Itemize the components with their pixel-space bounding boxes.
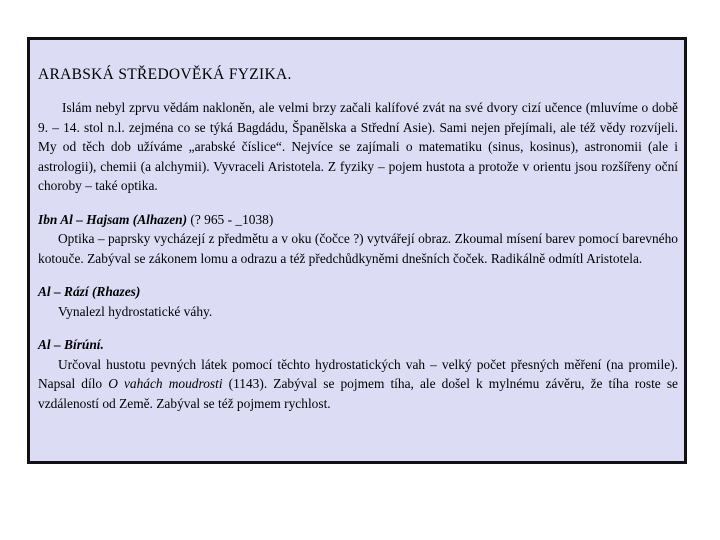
person-name: Al – Rází (Rhazes) <box>38 284 141 299</box>
person-name: Al – Bírúní. <box>38 337 104 352</box>
slide-title: ARABSKÁ STŘEDOVĚKÁ FYZIKA. <box>38 66 292 83</box>
person-dates: (? 965 - _1038) <box>187 211 274 227</box>
section-text: Vynalezl hydrostatické váhy. <box>58 303 213 319</box>
intro-paragraph: Islám nebyl zprvu vědám nakloněn, ale velmi brzy začali kalífové zvát na své dvory cizí učence (mluvíme o době 9. – 14. stol n.l. zejména co se týká Bagdádu, Španělska a Střední Asie). Sami nejen přejímali, ale též vědy rozvíjeli. My od těch dob užíváme „arabské číslice“. Nejvíce se zajímali o matematiku (sinus, kosinus), astronomii (ale i astrologii), chemii (a alchymii). Vyvraceli Aristotela. Z fyziky – pojem hustota a protože v orientu jsou rozšířeny oční choroby – také optika. <box>38 100 678 193</box>
work-title: O vahách moudrosti <box>108 376 223 391</box>
section-biruni <box>38 335 678 413</box>
section-heading <box>38 335 678 355</box>
section-rhazes <box>38 282 678 321</box>
section-alhazen <box>38 210 678 269</box>
section-heading <box>38 282 678 302</box>
section-heading <box>38 210 678 230</box>
slide-content <box>38 66 678 413</box>
text-before-work: Určoval hustotu pevných látek pomocí těchto hydrostatických vah – velký počet přesných měření (na promile). Napsal dílo <box>38 356 678 391</box>
slide-frame <box>27 37 687 464</box>
section-text <box>38 355 678 414</box>
person-name: Ibn Al – Hajsam (Alhazen) <box>38 211 188 227</box>
text-after-work: (1143). Zabýval se pojmem tíha, ale došel k mylnému závěru, že tíha roste se vzdáleností od Země. Zabýval se též pojmem rychlost. <box>38 376 678 411</box>
section-text: Optika – paprsky vycházejí z předmětu a v oku (čočce ?) vytvářejí obraz. Zkoumal mísení barev pomocí barevného kotouče. Zabýval se zákonem lomu a odrazu a též předchůdkyněmi dnešních čoček. Radikálně odmítl Aristotela. <box>38 231 678 266</box>
